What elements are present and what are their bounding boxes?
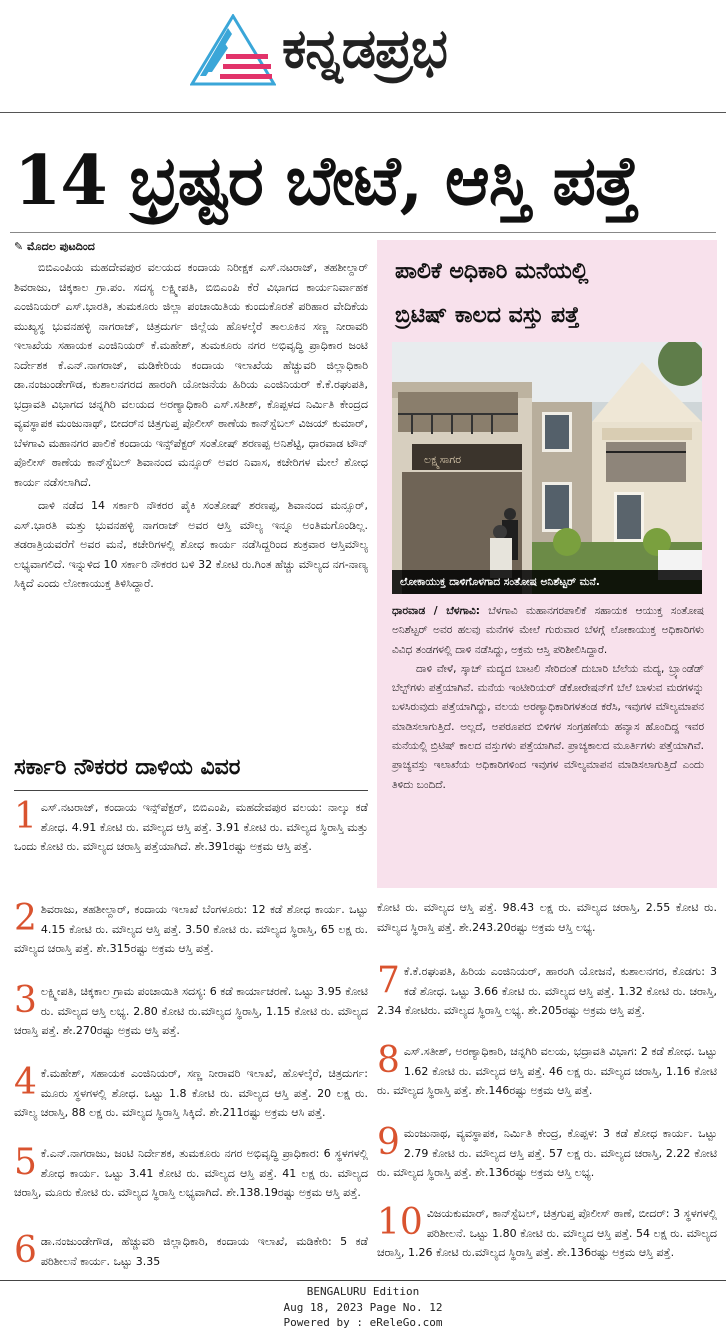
- list-item: [14, 982, 368, 1041]
- list-item: [14, 1144, 368, 1203]
- item-number: 9: [377, 1122, 400, 1163]
- logo-triangle-icon: [190, 14, 276, 86]
- item-number: 6: [14, 1230, 37, 1271]
- list-item: [14, 1232, 368, 1271]
- sidebar-box: [377, 240, 717, 888]
- list-item: [377, 1204, 717, 1263]
- jump-from-label: ✎ ಮೊದಲ ಪುಟದಿಂದ: [14, 240, 95, 253]
- item-text: ಕೆ.ಎನ್.ನಾಗರಾಜು, ಜಂಟಿ ನಿರ್ದೇಶಕ, ತುಮಕೂರು ನಗರ ಅಭಿವೃದ್ಧಿ ಪ್ರಾಧಿಕಾರ: 6 ಸ್ಥಳಗಳಲ್ಲಿ ಶೋಧ ಕಾರ್ಯ. ಒಟ್ಟು 3.41 ಕೋಟಿ ರು. ಮೌಲ್ಯದ ಆಸ್ತಿ ಪತ್ತೆ. 41 ಲಕ್ಷ ರು. ಮೌಲ್ಯದ ಚರಾಸ್ತಿ, ಮೂರು ಕೋಟಿ ರು. ಮೌಲ್ಯದ ಸ್ಥಿರಾಸ್ತಿ ಲಭ್ಯವಾಗಿದೆ. ಶೇ.138.19ರಷ್ಟು ಅಕ್ರಮ ಆಸ್ತಿ ಪತ್ತೆ.: [14, 1147, 368, 1199]
- page-footer: [0, 1284, 726, 1331]
- sidebar-title-line-2: ಬ್ರಿಟಿಷ್ ಕಾಲದ ವಸ್ತು ಪತ್ತೆ: [395, 303, 580, 328]
- list-item: [14, 1064, 368, 1123]
- list-item: [14, 798, 368, 857]
- item-6-continued: ಕೋಟಿ ರು. ಮೌಲ್ಯದ ಆಸ್ತಿ ಪತ್ತೆ. 98.43 ಲಕ್ಷ ರು. ಮೌಲ್ಯದ ಚರಾಸ್ತಿ, 2.55 ಕೋಟಿ ರು. ಮೌಲ್ಯದ ಸ್ಥಿರಾಸ್ತಿ ಪತ್ತೆ. ಶೇ.243.20ರಷ್ಟು ಅಕ್ರಮ ಆಸ್ತಿ ಲಭ್ಯ.: [377, 901, 717, 934]
- footer-edition: BENGALURU Edition: [306, 1285, 420, 1298]
- sidebar-title: [395, 250, 705, 338]
- photo-caption: ಲೋಕಾಯುಕ್ತ ದಾಳಿಗೊಳಗಾದ ಸಂತೋಷ ಅನಿಶೆಟ್ಟರ್ ಮನೆ.: [392, 570, 702, 594]
- item-number: 3: [14, 980, 37, 1021]
- item-text: ಎಸ್.ಸತೀಶ್, ಅರಣ್ಯಾಧಿಕಾರಿ, ಚನ್ನಗಿರಿ ವಲಯ, ಭದ್ರಾವತಿ ವಿಭಾಗ: 2 ಕಡೆ ಶೋಧ. ಒಟ್ಟು 1.62 ಕೋಟಿ ರು. ಮೌಲ್ಯದ ಆಸ್ತಿ ಪತ್ತೆ. 46 ಲಕ್ಷ ರು. ಮೌಲ್ಯದ ಚರಾಸ್ತಿ, 1.16 ಕೋಟಿ ರು. ಮೌಲ್ಯದ ಸ್ಥಿರಾಸ್ತಿ ಪತ್ತೆ. ಶೇ.146ರಷ್ಟು ಅಕ್ರಮ ಆಸ್ತಿ ಪತ್ತೆ.: [377, 1045, 717, 1097]
- item-text: ಎಸ್.ನಟರಾಜ್, ಕಂದಾಯ ಇನ್ಸ್‌ಪೆಕ್ಟರ್, ಬಿಬಿಎಂಪಿ, ಮಹದೇವಪುರ ವಲಯ: ನಾಲ್ಕು ಕಡೆ ಶೋಧ. 4.91 ಕೋಟಿ ರು. ಮೌಲ್ಯದ ಆಸ್ತಿ ಪತ್ತೆ. 3.91 ಕೋಟಿ ರು. ಮೌಲ್ಯದ ಸ್ಥಿರಾಸ್ತಿ ಮತ್ತು ಒಂದು ಕೋಟಿ ರು. ಮೌಲ್ಯದ ಚರಾಸ್ತಿ ಪತ್ತೆಯಾಗಿದೆ. ಶೇ.391ರಷ್ಟು ಅಕ್ರಮ ಆಸ್ತಿ ಪತ್ತೆ.: [14, 801, 368, 853]
- item-text: ಶಿವರಾಜು, ತಹಶೀಲ್ದಾರ್, ಕಂದಾಯ ಇಲಾಖೆ ಬೆಂಗಳೂರು: 12 ಕಡೆ ಶೋಧ ಕಾರ್ಯ. ಒಟ್ಟು 4.15 ಕೋಟಿ ರು. ಮೌಲ್ಯದ ಆಸ್ತಿ ಪತ್ತೆ. 3.50 ಕೋಟಿ ರು. ಮೌಲ್ಯದ ಸ್ಥಿರಾಸ್ತಿ, 65 ಲಕ್ಷ ರು. ಮೌಲ್ಯದ ಚರಾಸ್ತಿ ಪತ್ತೆ. ಶೇ.315ರಷ್ಟು ಅಕ್ರಮ ಆಸ್ತಿ ಪತ್ತೆ.: [14, 903, 368, 955]
- footer-date-page: Aug 18, 2023 Page No. 12: [283, 1300, 443, 1314]
- item-text: ಲಕ್ಷ್ಮೀಪತಿ, ಚಿಕ್ಕಕಾಲ ಗ್ರಾಮ ಪಂಚಾಯಿತಿ ಸದಸ್ಯ: 6 ಕಡೆ ಕಾರ್ಯಾಚರಣೆ. ಒಟ್ಟು 3.95 ಕೋಟಿ ರು. ಮೌಲ್ಯದ ಆಸ್ತಿ ಲಭ್ಯ. 2.80 ಕೋಟಿ ರು.ಮೌಲ್ಯದ ಸ್ಥಿರಾಸ್ತಿ, 1.15 ಕೋಟಿ ರು. ಮೌಲ್ಯದ ಚರಾಸ್ತಿ ಪತ್ತೆ. ಶೇ.270ರಷ್ಟು ಅಕ್ರಮ ಆಸ್ತಿ ಪತ್ತೆ.: [14, 985, 368, 1037]
- list-item: [377, 962, 717, 1021]
- footer-rule: [0, 1280, 726, 1281]
- sidebar-paragraph-2: ದಾಳಿ ವೇಳೆ, ಸ್ಕಾಚ್ ಮದ್ಯದ ಬಾಟಲಿ ಸೇರಿದಂತೆ ದುಬಾರಿ ಬೆಲೆಯ ಮದ್ಯ, ಬ್ರ್ಯಾಂಡೆಡ್ ಬೆಲ್ಟ್‌ಗಳು ಪತ್ತೆಯಾಗಿವೆ. ಮನೆಯ ಇಂಟೀರಿಯರ್ ಡೆಕೋರೇಷನ್‌ಗೆ ಬೆಲೆ ಬಾಳುವ ಮರಗಳನ್ನು ಬಳಸಿರುವುದು ಪತ್ತೆಯಾಗಿದ್ದು, ವಲಯ ಅರಣ್ಯಾಧಿಕಾರಿಗಳತಂಡ ಕರೆಸಿ, ಇವುಗಳ ಮೌಲ್ಯಮಾಪನ ಮಾಡಿಸಲಾಗುತ್ತಿದೆ. ಅಲ್ಲದೆ, ಅಪರೂಪದ ಬಿಳಿಗಳ ಸಂಗ್ರಹಣೆಯ ಹವ್ಯಾಸ ಹೊಂದಿದ್ದ ಇವರ ಮನೆಯಲ್ಲಿ ಬ್ರಿಟಿಷ್ ಕಾಲದ ವಸ್ತುಗಳು ಪತ್ತೆಯಾಗಿವೆ. ಪ್ರಾಚ್ಯಕಾಲದ ಮೂರ್ತಿಗಳು ಪತ್ತೆಯಾಗಿವೆ. ಪ್ರಾಚ್ಯವಸ್ತು ಇಲಾಖೆಯ ಅಧಿಕಾರಿಗಳಿಂದ ಇವುಗಳ ಮೌಲ್ಯಮಾಪನ ಮಾಡಿಸಲಾಗುತ್ತಿದೆ ಎಂದು ತಿಳಿದು ಬಂದಿದೆ.: [392, 662, 704, 791]
- list-heading: ಸರ್ಕಾರಿ ನೌಕರರ ದಾಳಿಯ ವಿವರ: [14, 755, 241, 780]
- house-photo: [392, 342, 702, 594]
- item-text: ಮಂಜುನಾಥ, ವ್ಯವಸ್ಥಾಪಕ, ನಿರ್ಮಿತಿ ಕೇಂದ್ರ, ಕೊಪ್ಪಳ: 3 ಕಡೆ ಶೋಧ ಕಾರ್ಯ. ಒಟ್ಟು 2.79 ಕೋಟಿ ರು. ಮೌಲ್ಯದ ಆಸ್ತಿ ಪತ್ತೆ. 57 ಲಕ್ಷ ರು. ಮೌಲ್ಯದ ಚರಾಸ್ತಿ, 2.22 ಕೋಟಿ ರು. ಮೌಲ್ಯದ ಸ್ಥಿರಾಸ್ತಿ ಪತ್ತೆ. ಶೇ.136ರಷ್ಟು ಅಕ್ರಮ ಆಸ್ತಿ ಲಭ್ಯ.: [377, 1127, 717, 1179]
- list-item: [377, 1124, 717, 1183]
- item-text: ಕೆ.ಮಹೇಶ್, ಸಹಾಯಕ ಎಂಜಿನಿಯರ್, ಸಣ್ಣ ನೀರಾವರಿ ಇಲಾಖೆ, ಹೊಳಲ್ಕೆರೆ, ಚಿತ್ರದುರ್ಗ: ಮೂರು ಸ್ಥಳಗಳಲ್ಲಿ ಶೋಧ. ಒಟ್ಟು 1.8 ಕೋಟಿ ರು. ಮೌಲ್ಯದ ಆಸ್ತಿ ಪತ್ತೆ. 20 ಲಕ್ಷ ರು. ಮೌಲ್ಯ ಚರಾಸ್ತಿ, 88 ಲಕ್ಷ ರು. ಮೌಲ್ಯದ ಸ್ಥಿರಾಸ್ತಿ ಸಿಕ್ಕಿದೆ. ಶೇ.211ರಷ್ಟು ಅಕ್ರಮ ಆಸಿ ಪತ್ತೆ.: [14, 1067, 368, 1119]
- list-item: [14, 900, 368, 959]
- item-text: ಡಾ.ನಂಜುಂಡೇಗೌಡ, ಹೆಚ್ಚುವರಿ ಜಿಲ್ಲಾಧಿಕಾರಿ, ಕಂದಾಯ ಇಲಾಖೆ, ಮಡಿಕೇರಿ: 5 ಕಡೆ ಪರಿಶೀಲನೆ ಕಾರ್ಯ. ಒಟ್ಟು 3.35: [40, 1235, 368, 1268]
- item-number: 8: [377, 1040, 400, 1081]
- item-text: ವಿಜಯಕುಮಾರ್, ಕಾನ್‌ಸ್ಟೆಬಲ್, ಚಿತ್ರಗುಪ್ತ ಪೊಲೀಸ್ ಠಾಣೆ, ಬೀದರ್: 3 ಸ್ಥಳಗಳಲ್ಲಿ ಪರಿಶೀಲನೆ. ಒಟ್ಟು 1.80 ಕೋಟಿ ರು. ಮೌಲ್ಯದ ಆಸ್ತಿ ಪತ್ತೆ. 54 ಲಕ್ಷ ರು. ಮೌಲ್ಯದ ಚರಾಸ್ತಿ, 1.26 ಕೋಟಿ ರು.ಮೌಲ್ಯದ ಸ್ಥಿರಾಸ್ತಿ ಪತ್ತೆ. ಶೇ.136ರಷ್ಟು ಅಕ್ರಮ ಆಸ್ತಿ ಪತ್ತೆ.: [377, 1207, 717, 1259]
- masthead: [0, 0, 726, 113]
- sidebar-title-line-1: ಪಾಲಿಕೆ ಅಧಿಕಾರಿ ಮನೆಯಲ್ಲಿ: [395, 259, 589, 284]
- photo-sign-text: ಲಕ್ಷ್ಮಸಾಗರ: [424, 453, 462, 466]
- item-text: ಕೆ.ಕೆ.ರಘುಪತಿ, ಹಿರಿಯ ಎಂಜಿನಿಯರ್, ಹಾರಂಗಿ ಯೋಜನೆ, ಕುಶಾಲನಗರ, ಕೊಡಗು: 3 ಕಡೆ ಶೋಧ. ಒಟ್ಟು 3.66 ಕೋಟಿ ರು. ಮೌಲ್ಯದ ಆಸ್ತಿ ಪತ್ತೆ. 1.32 ಕೋಟಿ ರು. ಚರಾಸ್ತಿ, 2.34 ಕೋಟಿರು. ಮೌಲ್ಯದ ಸ್ಥಿರಾಸ್ತಿ ಲಭ್ಯ. ಶೇ.205ರಷ್ಟು ಅಕ್ರಮ ಆಸ್ತಿ ಪತ್ತೆ.: [377, 965, 717, 1017]
- list-heading-rule: [14, 790, 368, 791]
- list-item: [377, 1042, 717, 1101]
- item-number: 2: [14, 898, 37, 939]
- headline-divider: [10, 232, 716, 233]
- item-number: 10: [377, 1202, 423, 1243]
- sidebar-dateline: ಧಾರವಾಡ / ಬೆಳಗಾವಿ:: [392, 605, 480, 617]
- logo-wordmark: ಕನ್ನಡಪ್ರಭ: [282, 17, 447, 80]
- headline: 14 ಭ್ರಷ್ಟರ ಬೇಟೆ, ಆಸ್ತಿ ಪತ್ತೆ: [14, 141, 639, 221]
- item-number: 5: [14, 1142, 37, 1183]
- item-number: 4: [14, 1062, 37, 1103]
- item-number: 1: [14, 796, 37, 837]
- footer-powered-by[interactable]: Powered by : eReleGo.com: [283, 1316, 443, 1329]
- sidebar-paragraph-1-text: ಬೆಳಗಾವಿ ಮಹಾನಗರಪಾಲಿಕೆ ಸಹಾಯಕ ಆಯುಕ್ತ ಸಂತೋಷ ಅನಿಶೆಟ್ಟರ್ ಅವರ ಹಲವು ಮನೆಗಳ ಮೇಲೆ ಗುರುವಾರ ಬೆಳಗ್ಗೆ ಲೋಕಾಯುಕ್ತ ಅಧಿಕಾರಿಗಳು ವಿವಿಧ ತಂಡಗಳಲ್ಲಿ ದಾಳಿ ನಡೆಸಿದ್ದು, ಅಕ್ರಮ ಆಸ್ತಿ ಪರಿಶೀಲಿಸಿದ್ದಾರೆ.: [392, 605, 704, 656]
- lead-paragraph-1: ಬಿಬಿಎಂಪಿಯ ಮಹದೇವಪುರ ವಲಯದ ಕಂದಾಯ ನಿರೀಕ್ಷಕ ಎಸ್.ನಟರಾಜ್, ತಹಶೀಲ್ದಾರ್ ಶಿವರಾಜು, ಚಿಕ್ಕಕಾಲ ಗ್ರಾ.ಪಂ. ಸದಸ್ಯ ಲಕ್ಷ್ಮೀಪತಿ, ಬಿಬಿಎಂಪಿ ಕೆರೆ ವಿಭಾಗದ ಕಾರ್ಯನಿರ್ವಾಹಕ ಎಂಜಿನಿಯರ್ ಎಸ್.ಭಾರತಿ, ತುಮಕೂರು ಜಿಲ್ಲಾ ಪಂಚಾಯಿತಿಯ ಕುಂದುಕೊರತೆ ಪರಿಹಾರ ವೇದಿಕೆಯ ಮುಖ್ಯಸ್ಥ ಭುವನಹಳ್ಳಿ ನಾಗರಾಜ್, ಚಿತ್ರದುರ್ಗ ಜಿಲ್ಲೆಯ ಹೊಳಲ್ಕೆರೆ ತಾಲೂಕಿನ ಸಣ್ಣ ನೀರಾವರಿ ಇಲಾಖೆಯ ಸಹಾಯಕ ಎಂಜಿನಿಯರ್ ಕೆ.ಮಹೇಶ್, ತುಮಕೂರು ನಗರ ಅಭಿವೃದ್ಧಿ ಪ್ರಾಧಿಕಾರ ಜಂಟಿ ನಿರ್ದೇಶಕ ಕೆ.ಎನ್.ನಾಗರಾಜ್, ಮಡಿಕೇರಿಯ ಕಂದಾಯ ಇಲಾಖೆಯ ಹೆಚ್ಚುವರಿ ಜಿಲ್ಲಾಧಿಕಾರಿ ಡಾ.ನಂಜುಂಡೇಗೌಡ, ಕುಶಾಲನಗರದ ಹಾರಂಗಿ ಯೋಜನೆಯ ಹಿರಿಯ ಎಂಜಿನಿಯರ್ ಕೆ.ಕೆ.ರಘುಪತಿ, ಭದ್ರಾವತಿ ವಿಭಾಗದ ಚನ್ನಗಿರಿ ವಲಯದ ಅರಣ್ಯಾಧಿಕಾರಿ ಎಸ್.ಸತೀಶ್, ಕೊಪ್ಪಳದ ನಿರ್ಮಿತಿ ಕೇಂದ್ರದ ವ್ಯವಸ್ಥಾಪಕ ಮಂಜುನಾಥ್, ಬೀದರ್‌ನ ಚಿತ್ರಗುಪ್ತ ಪೊಲೀಸ್ ಠಾಣೆಯ ಕಾನ್‌ಸ್ಟೆಬಲ್ ವಿಜಯ್ ಕುಮಾರ್, ಬೆಳಗಾವಿ ಮಹಾನಗರ ಪಾಲಿಕೆ ಕಂದಾಯ ಇನ್ಸ್‌ಪೆಕ್ಟರ್ ಸಂತೋಷ್ ಶರಣಪ್ಪ ಅನಿಶೆಟ್ಟಿ, ಧಾರವಾಡ ಟೌನ್ ಪೊಲೀಸ್ ಠಾಣೆಯ ಕಾನ್‌ಸ್ಟೆಬಲ್ ಶಿವಾನಂದ ಮನ್ಸೂರ್ ಅವರ ನಿವಾಸ, ಕಚೇರಿಗಳ ಮೇಲೆ ಶೋಧ ಕಾರ್ಯ ನಡೆಸಲಾಗಿದೆ.: [14, 261, 368, 489]
- lead-article: [14, 258, 368, 594]
- item-number: 7: [377, 960, 400, 1001]
- sidebar-paragraph-1: [392, 602, 704, 660]
- lead-paragraph-2: ದಾಳಿ ನಡೆದ 14 ಸರ್ಕಾರಿ ನೌಕರರ ಪೈಕಿ ಸಂತೋಷ್ ಶರಣಪ್ಪ, ಶಿವಾನಂದ ಮನ್ಸೂರ್, ಎಸ್.ಭಾರತಿ ಮತ್ತು ಭುವನಹಳ್ಳಿ ನಾಗರಾಜ್ ಅವರ ಆಸ್ತಿ ಮೌಲ್ಯ ಇನ್ನೂ ಅಂತಿಮಗೊಂಡಿಲ್ಲ. ತಡರಾತ್ರಿಯವರೆಗೆ ಅವರ ಮನೆ, ಕಚೇರಿಗಳಲ್ಲಿ ಶೋಧ ಕಾರ್ಯ ನಡೆಸಿದ್ದರಿಂದ ಶುಕ್ರವಾರ ಆಸ್ತಿಮೌಲ್ಯ ಲಭ್ಯವಾಗಲಿದೆ. ಇನ್ನುಳಿದ 10 ಸರ್ಕಾರಿ ನೌಕರರ ಬಳಿ 32 ಕೋಟಿ ರು.ಗಿಂತ ಹೆಚ್ಚು ಮೌಲ್ಯದ ನಗ-ನಾಣ್ಯ ಸಿಕ್ಕಿದೆ ಎಂದು ಲೋಕಾಯುಕ್ತ ತಿಳಿಸಿದ್ದಾರೆ.: [14, 499, 368, 590]
- sidebar-body: [392, 602, 704, 795]
